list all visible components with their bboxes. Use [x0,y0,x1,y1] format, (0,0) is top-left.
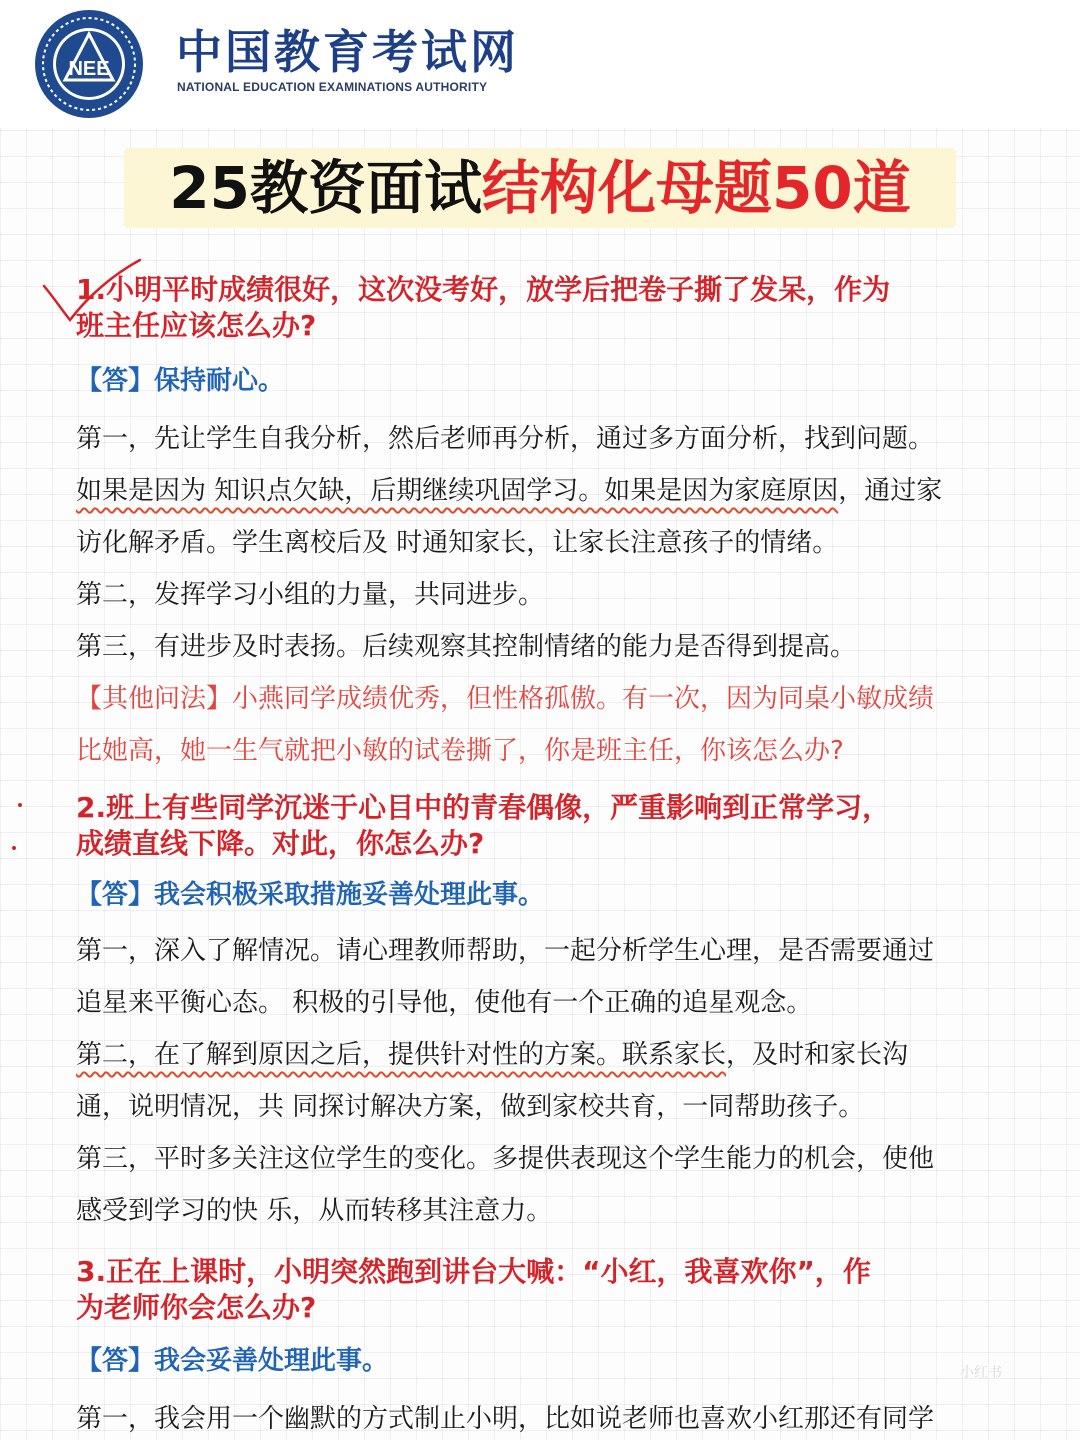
title-highlight [124,148,956,228]
answer-2-paragraph-6: 感受到学习的快 乐，从而转移其注意力。 [76,1196,553,1226]
page-title [124,148,956,228]
answer-1-paragraph-3: 访化解矛盾。学生离校后及 时通知家长，让家长注意孩子的情绪。 [76,528,839,558]
answer-1-paragraph-5: 第三，有进步及时表扬。后续观察其控制情绪的能力是否得到提高。 [76,632,857,662]
question-1-line-1: 1.小明平时成绩很好，这次没考好，放学后把卷子撕了发呆，作为 [76,273,891,306]
text-span: ，通过家 [838,476,943,506]
answer-2-paragraph-4: 通，说明情况，共 同探讨解决方案，做到家校共育，一同帮助孩子。 [76,1092,865,1122]
brand-name-cn: 中国教育考试网 [176,25,519,79]
answer-3-heading: 【答】我会妥善处理此事。 [76,1346,389,1376]
nee-logo-icon [30,8,148,120]
answer-1-paragraph-1: 第一，先让学生自我分析，然后老师再分析，通过多方面分析，找到问题。 [76,424,935,454]
pen-mark [12,846,16,850]
underlined-text: 第二，在了解到原因之后，提供针对性的方案。联系家长 [76,1040,727,1070]
answer-3-paragraph-1: 第一，我会用一个幽默的方式制止小明，比如说老师也喜欢小红那还有同学 [76,1404,935,1434]
answer-2-paragraph-3 [76,1034,908,1071]
question-3-line-2: 为老师你会怎么办? [76,1291,317,1324]
brand-name-en: NATIONAL EDUCATION EXAMINATIONS AUTHORITY [177,80,488,94]
pen-mark [18,803,22,807]
question-3-line-1: 3.正在上课时，小明突然跑到讲台大喊：“小红，我喜欢你”，作 [76,1255,871,1288]
answer-2-heading: 【答】我会积极采取措施妥善处理此事。 [76,880,545,910]
question-2-line-2: 成绩直线下降。对此，你怎么办? [76,827,485,860]
underlined-text: 如果是因为 知识点欠缺，后期继续巩固学习。 [76,476,605,506]
answer-1-heading: 【答】保持耐心。 [76,366,285,396]
answer-1-paragraph-4: 第二，发挥学习小组的力量，共同进步。 [76,580,545,610]
question-2-line-1: 2.班上有些同学沉迷于心目中的青春偶像，严重影响到正常学习， [76,791,891,824]
other-phrasing-line-1: 【其他问法】小燕同学成绩优秀，但性格孤傲。有一次，因为同桌小敏成绩 [76,684,935,714]
answer-2-paragraph-2: 追星来平衡心态。 积极的引导他，使他有一个正确的追星观念。 [76,988,813,1018]
logo-text: NEE [68,58,110,80]
title-part-black: 25教资面试 [169,154,482,222]
other-phrasing-line-2: 比她高，她一生气就把小敏的试卷撕了，你是班主任，你该怎么办? [76,736,844,766]
header [0,0,1080,128]
text-span: ，及时和家长沟 [726,1040,909,1070]
underlined-text: 如果是因为家庭原因 [604,476,839,506]
watermark: 小红书 [960,1365,1002,1381]
answer-2-paragraph-1: 第一，深入了解情况。请心理教师帮助，一起分析学生心理，是否需要通过 [76,936,935,966]
question-1-line-2: 班主任应该怎么办? [76,309,317,342]
answer-1-paragraph-2 [76,470,942,507]
title-part-red: 结构化母题50道 [482,154,911,222]
answer-2-paragraph-5: 第三，平时多关注这位学生的变化。多提供表现这个学生能力的机会，使他 [76,1144,935,1174]
